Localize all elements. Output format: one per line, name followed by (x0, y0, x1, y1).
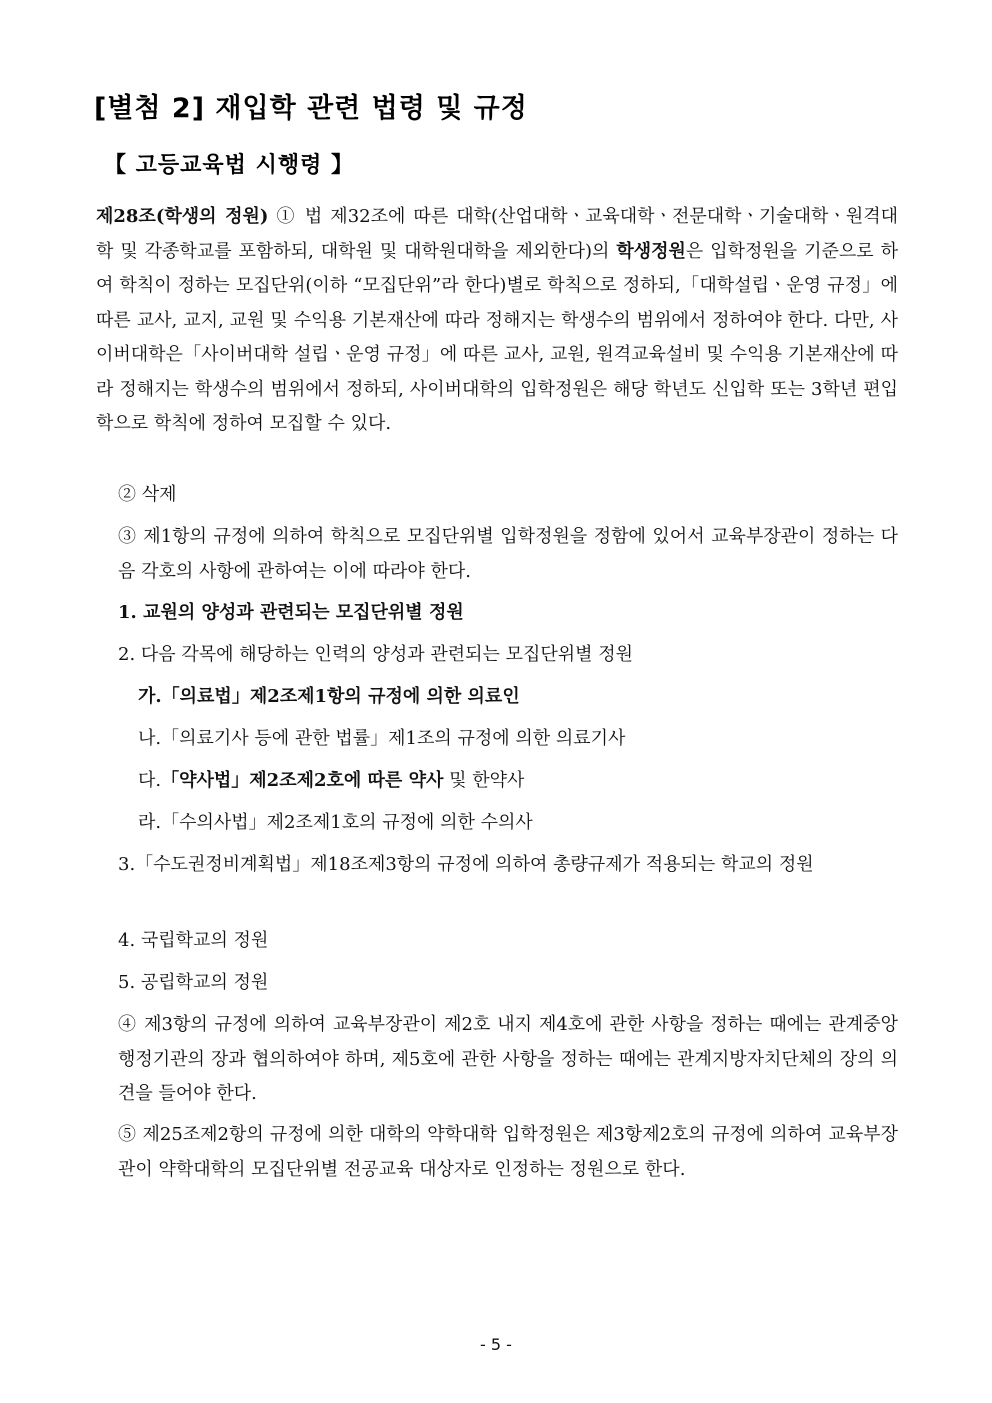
paragraph-5: ⑤ 제25조제2항의 규정에 의한 대학의 약학대학 입학정원은 제3항제2호의 규정에 의하여 교육부장관이 약학대학의 모집단위별 전공교육 대상자로 인정하는 정원으로 한다. (118, 1124, 898, 1180)
sub-item-da-rest: 및 한약사 (443, 770, 525, 791)
page-number: - 5 - (480, 1335, 512, 1354)
item-4: 4. 국립학교의 정원 (118, 930, 269, 951)
article-title: 제28조(학생의 정원) (96, 206, 269, 227)
item-5: 5. 공립학교의 정원 (118, 972, 269, 993)
sub-item-da-bold: 「약사법」제2조제2호에 따른 약사 (161, 770, 444, 791)
sub-item-da-marker: 다. (138, 770, 162, 791)
item-1: 1. 교원의 양성과 관련되는 모집단위별 정원 (118, 602, 464, 623)
sub-item-ra: 라.「수의사법」제2조제1호의 규정에 의한 수의사 (138, 812, 533, 833)
sub-item-na: 나.「의료기사 등에 관한 법률」제1조의 규정에 의한 의료기사 (138, 728, 626, 749)
article-text-part-1: ① 법 제32조에 따른 대학(산업대학ㆍ교육대학ㆍ전문대학ㆍ기술대학ㆍ원격대학 및 각종학교를 포함하되, 대학원 및 대학원대학을 제외한다)의 (96, 206, 898, 262)
law-title: 【 고등교육법 시행령 】 (104, 153, 354, 178)
paragraph-4: ④ 제3항의 규정에 의하여 교육부장관이 제2호 내지 제4호에 관한 사항을 정하는 때에는 관계중앙행정기관의 장과 협의하여야 하며, 제5호에 관한 사항을 정하는 때에는 관계지방자치단체의 장의 의견을 들어야 한다. (118, 1014, 898, 1104)
sub-item-da (138, 764, 898, 799)
article-28-paragraph-1 (96, 200, 898, 442)
sub-item-ga: 가.「의료법」제2조제1항의 규정에 의한 의료인 (138, 686, 520, 707)
article-text-part-2: 은 입학정원을 기준으로 하여 학칙이 정하는 모집단위(이하 “모집단위”라 한다)별로 학칙으로 정하되,「대학설립ㆍ운영 규정」에 따른 교사, 교지, 교원 및 수익용 기본재산에 따라 정해지는 학생수의 범위에서 정하여야 한다. 다만, 사이버대학은「사이버대학 설립ㆍ운영 규정」에 따른 교사, 교원, 원격교육설비 및 수익용 기본재산에 따라 정해지는 학생수의 범위에서 정하되, 사이버대학의 입학정원은 해당 학년도 신입학 또는 3학년 편입학으로 학칙에 정하여 모집할 수 있다. (96, 240, 898, 434)
attachment-heading: [별첨 2] 재입학 관련 법령 및 규정 (94, 93, 528, 124)
paragraph-3: ③ 제1항의 규정에 의하여 학칙으로 모집단위별 입학정원을 정함에 있어서 교육부장관이 정하는 다음 각호의 사항에 관하여는 이에 따라야 한다. (118, 526, 898, 582)
article-text-bold-term: 학생정원 (616, 240, 686, 262)
item-3: 3.「수도권정비계획법」제18조제3항의 규정에 의하여 총량규제가 적용되는 학교의 정원 (118, 854, 814, 875)
paragraph-2: ② 삭제 (118, 484, 177, 505)
item-2: 2. 다음 각목에 해당하는 인력의 양성과 관련되는 모집단위별 정원 (118, 644, 634, 665)
